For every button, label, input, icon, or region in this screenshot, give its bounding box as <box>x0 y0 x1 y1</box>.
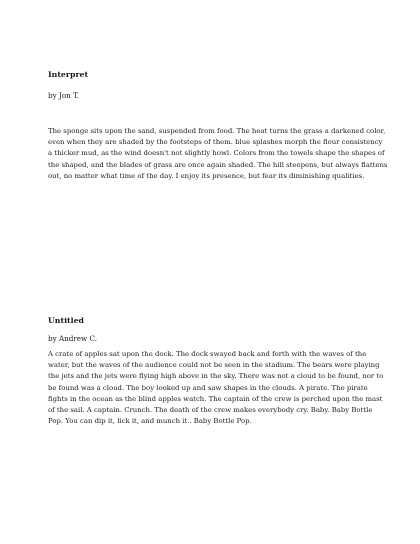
poem-title: Interpret <box>48 70 89 79</box>
poem-body: A crate of apples sat upon the dock. The dock swayed back and forth with the waves of the water, but the waves of the audience could not be seen in the stadium. The bears were playing the jets and the jets were flying high above in the sky. There was not a cloud to be found, nor to be found was a cloud. The boy looked up and saw shapes in the clouds. A pirate. The pirate fights in the ocean as the blind apples watch. The captain of the crew is perched upon the mast of the sail. A captain. Crunch. The death of the crew makes everybody cry. Baby. Baby Bottle Pop. You can dip it, lick it, and munch it.. Baby Bottle Pop. <box>48 350 384 426</box>
poem-author: by Andrew C. <box>48 334 98 343</box>
poem-body: The sponge sits upon the sand, suspended from food. The heat turns the grass a darkened color, even when they are shaded by the footsteps of them. blue splashes morph the flour consistency a thicker mud, as the wind doesn't not slightly howl. Colors from the towels shape the shapes of the shaped, and the blades of grass are once again shaded. The hill steepens, but always flattens out, no matter what time of the day. I enjoy its presence, but fear its diminishing qualities. <box>48 127 388 180</box>
poem-author: by Jon T. <box>48 91 80 100</box>
poem-title: Untitled <box>48 316 85 325</box>
